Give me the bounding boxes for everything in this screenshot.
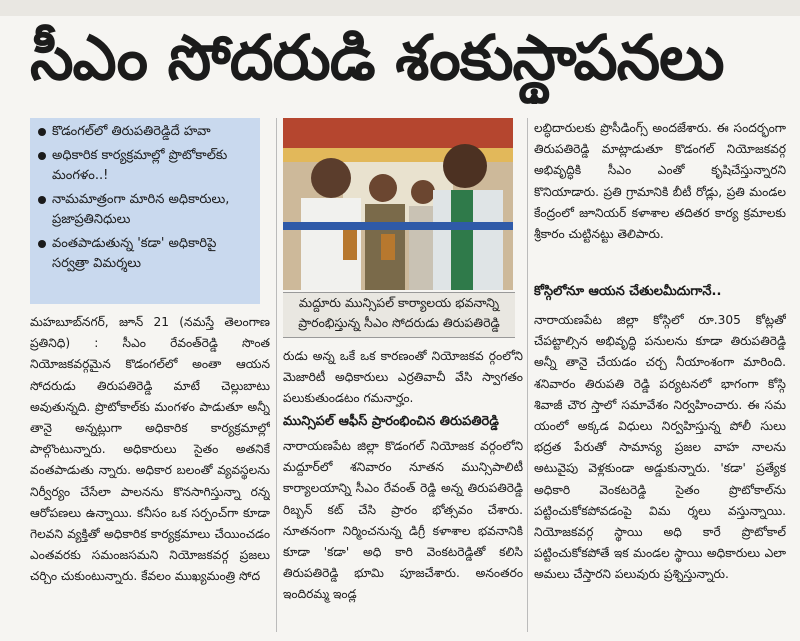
- subheading-kosgi: కోస్గిలోనూ ఆయన చేతులమీదుగానే..: [534, 284, 722, 299]
- highlights-box: [30, 118, 260, 304]
- highlight-text: అధికారిక కార్యక్రమాల్లో ప్రొటోకాల్‌కు మంగళం..!: [52, 148, 228, 183]
- news-photo: [283, 118, 513, 290]
- article-column-2-top: రుడు అన్న ఒకే ఒక కారణంతో నియోజకవ ర్గంలోని మెజారిటీ అధికారులు ఎర్రతివాచీ వేసి స్వాగతం పలుకుతుండటం గమనార్హం.: [283, 349, 523, 406]
- column-divider: [276, 118, 277, 632]
- highlight-item: [38, 234, 254, 274]
- article-column-2-bottom: నారాయణపేట జిల్లా కొడంగల్‌ నియోజక వర్గంలోని మద్దూర్‌లో శనివారం నూతన మున్సిపాలిటీ కార్యాలయాన్ని సీఎం రేవంత్‌ రెడ్డి అన్న తిరుపతిరెడ్డి రిబ్బన్‌ కట్‌ చేసి ప్రారం భోత్సవం చేశారు. నూతనంగా నిర్మించనున్న డిగ్రీ కళాశాల భవనానికి కూడా 'కడా' అధి కారి వెంకటరెడ్డితో కలిసి తిరుపతిరెడ్డి భూమి పూజచేశారు. అనంతరం ఇందిరమ్మ ఇండ్ల: [283, 439, 523, 602]
- highlight-text: కొడంగల్‌లో తిరుపతిరెడ్డిదే హవా: [52, 124, 211, 139]
- highlight-text: వంతపాడుతున్న 'కడా' అధికారిపై సర్వత్రా విమర్శలు: [52, 236, 217, 271]
- highlight-text: నామమాత్రంగా మారిన అధికారులు, ప్రజాప్రతినిధులు: [52, 192, 230, 227]
- column-divider: [527, 118, 528, 632]
- headline: సీఎం సోదరుడి శంకుస్థాపనలు: [30, 21, 724, 94]
- highlight-item: [38, 146, 254, 186]
- photo-caption: మద్దూరు మున్సిపల్‌ కార్యాలయ భవనాన్ని ప్రారంభిస్తున్న సీఎం సోదరుడు తిరుపతిరెడ్డి: [283, 292, 515, 338]
- bullet-dot-icon: [38, 196, 46, 204]
- ribbon-cutting-illustration: [283, 118, 513, 290]
- highlight-item: [38, 190, 254, 230]
- article-column-1: మహబూబ్‌నగర్‌, జూన్‌ 21 (నమస్తే తెలంగాణ ప్రతినిధి) : సీఎం రేవంత్‌రెడ్డి సొంత నియోజకవర్గమైన కొడంగల్‌లో అంతా ఆయన సోదరుడు తిరుపతిరెడ్డి మాటే చెల్లుబాటు అవుతున్నది. ప్రొటోకాల్‌కు మంగళం పాడుతూ అన్నీ తానై అన్నట్లుగా అధికారిక కార్యక్రమాల్లో పాల్గొంటున్నారు. అధికారులు సైతం అతనికే వంతపాడుతు న్నారు. అధికార బలంతో వ్యవస్థలను నిర్వీర్యం చేసేలా పాలనను కొనసాగిస్తున్నా రన్న ఆరోపణలు ఉన్నాయి. కనీసం ఒక సర్పంచ్‌గా కూడా గెలవని వ్యక్తితో అధికారిక కార్యక్రమాలు చేయించడం ఎంతవరకు సమంజసమని నియోజకవర్గ ప్రజలు చర్చిం చుకుంటున్నారు. కేవలం ముఖ్యమంత్రి సోద: [30, 315, 270, 584]
- highlight-item: [38, 122, 254, 142]
- article-column-3-bottom: నారాయణపేట జిల్లా కోస్గిలో రూ.305 కోట్లతో చేపట్టాల్సిన అభివృద్ధి పనులను కూడా తిరుపతిరెడ్డి అన్నీ తానై చేయడం చర్చ నీయాంశంగా మారింది. శనివారం తిరుపతి రెడ్డి పర్యటనలో భాగంగా కోస్గి శివాజీ చౌర స్తాలో సమావేశం నిర్వహించారు. ఈ సమ యంలో అక్కడ విధులు నిర్వహిస్తున్న పోలీ సులు భద్రత పేరుతో సామాన్య ప్రజల వాహ నాలను అటువైపు వెళ్లకుండా అడ్డుకున్నారు. 'కడా' ప్రత్యేక అధికారి వెంకటరెడ్డి సైతం ప్రొటోకాల్‌ను పట్టించుకోకపోవడంపై విమ ర్శలు వస్తున్నాయి. నియోజకవర్గ స్థాయి అధి కారే ప్రొటోకాల్‌ పట్టించుకోకపోతే ఇక మండల స్థాయి అధికారులు ఎలా అమలు చేస్తారని పలువురు ప్రశ్నిస్తున్నారు.: [534, 313, 786, 582]
- article-column-3-top: లబ్ధిదారులకు ప్రొసీడింగ్స్‌ అందజేశారు. ఈ సందర్భంగా తిరుపతిరెడ్డి మాట్లాడుతూ కొడంగల్‌ నియోజకవర్గ అభివృద్ధికి సీఎం ఎంతో కృషిచేస్తున్నారని కొనియాడారు. ప్రతి గ్రామానికి బీటీ రోడ్లు, ప్రతి మండల కేంద్రంలో జూనియర్‌ కళాశాల తదితర కార్య క్రమాలకు శ్రీకారం చుట్టినట్టు తెలిపారు.: [534, 121, 786, 242]
- bullet-dot-icon: [38, 240, 46, 248]
- subheading-municipal-office: మున్సిపల్‌ ఆఫీస్‌ ప్రారంభించిన తిరుపతిరెడ్డి: [283, 414, 499, 429]
- bullet-dot-icon: [38, 152, 46, 160]
- bullet-dot-icon: [38, 128, 46, 136]
